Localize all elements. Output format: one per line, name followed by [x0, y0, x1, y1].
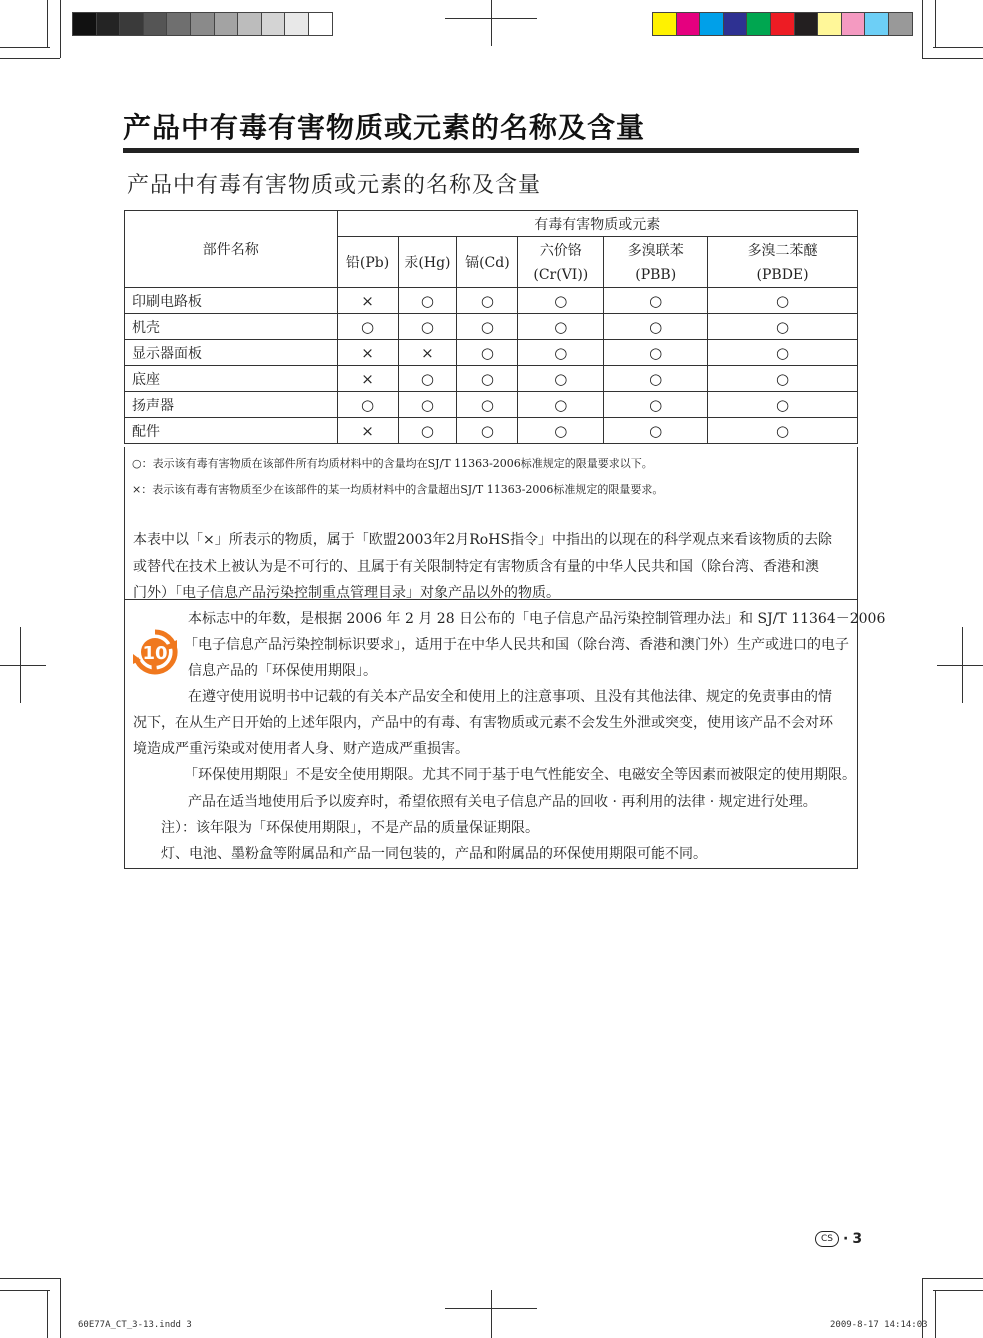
crop-mark	[0, 1278, 60, 1279]
substance-mark-cell: ○	[337, 392, 398, 418]
column-header: 汞(Hg)	[398, 237, 457, 288]
gray-swatch	[308, 12, 333, 36]
substance-mark-cell: ○	[457, 392, 518, 418]
crop-mark	[60, 1278, 61, 1338]
part-name-cell: 底座	[125, 366, 338, 392]
registration-mark	[20, 627, 21, 703]
info-line: 本标志中的年数，是根据 2006 年 2 月 28 日公布的「电子信息产品污染控制管理办法」和 SJ/T 11364－2006	[188, 611, 886, 627]
substance-mark-cell: ○	[518, 340, 604, 366]
substance-mark-cell: ○	[708, 340, 858, 366]
circle-note: ○：表示该有毒有害物质在该部件所有均质材料中的含量均在SJ/T 11363-2006标准规定的限量要求以下。	[132, 457, 653, 470]
column-header-formula: (PBB)	[604, 262, 708, 288]
substance-mark-cell: ×	[337, 288, 398, 314]
page-number-value: 3	[852, 1231, 863, 1247]
process-color-bar	[652, 12, 913, 36]
info-line: 注）：该年限为「环保使用期限」，不是产品的质量保证期限。	[161, 820, 539, 836]
info-line: 况下，在从生产日开始的上述年限内，产品中的有毒、有害物质或元素不会发生外泄或突变，使用该产品不会对环	[133, 715, 833, 731]
substance-mark-cell: ×	[398, 340, 457, 366]
registration-mark	[962, 627, 963, 703]
column-header-formula: (Cr(VI))	[518, 262, 604, 288]
substance-mark-cell: ○	[457, 314, 518, 340]
crop-mark	[935, 1290, 936, 1338]
gray-swatch	[190, 12, 214, 36]
color-swatch	[676, 12, 700, 36]
note-paragraph-line: 或替代在技术上被认为是不可行的、且属于有关限制特定有害物质含有量的中华人民共和国（除台湾、香港和澳	[133, 559, 819, 575]
page-title: 产品中有毒有害物质或元素的名称及含量	[123, 111, 646, 144]
substance-mark-cell: ×	[337, 366, 398, 392]
substance-mark-cell: ○	[398, 366, 457, 392]
substance-mark-cell: ○	[457, 366, 518, 392]
table-row	[125, 314, 858, 340]
epup-logo-number: 10	[142, 643, 168, 664]
substance-mark-cell: ○	[457, 418, 518, 444]
info-line: 境造成严重污染或对使用者人身、财产造成严重损害。	[133, 741, 469, 757]
table-row	[125, 392, 858, 418]
gray-swatch	[119, 12, 143, 36]
substance-mark-cell: ○	[708, 314, 858, 340]
table-row	[125, 288, 858, 314]
gray-swatch	[72, 12, 96, 36]
crop-mark	[933, 1290, 983, 1291]
crop-mark	[922, 0, 923, 58]
crop-mark	[922, 1278, 983, 1279]
language-badge: CS	[815, 1231, 839, 1247]
registration-mark	[491, 1290, 492, 1338]
column-header: 多溴联苯	[604, 237, 708, 263]
footer-file-name: 60E77A_CT_3-13.indd 3	[78, 1320, 192, 1330]
color-swatch	[699, 12, 723, 36]
info-line: 在遵守使用说明书中记载的有关本产品安全和使用上的注意事项、且没有其他法律、规定的免责事由的情	[188, 689, 832, 705]
substance-mark-cell: ○	[604, 314, 708, 340]
color-swatch	[723, 12, 747, 36]
gray-swatch	[214, 12, 238, 36]
page-number	[815, 1231, 862, 1247]
substance-mark-cell: ○	[337, 314, 398, 340]
crop-mark	[933, 47, 983, 48]
cross-note: ×：表示该有毒有害物质至少在该部件的某一均质材料中的含量超出SJ/T 11363-2006标准规定的限量要求。	[132, 483, 664, 496]
substance-mark-cell: ○	[518, 418, 604, 444]
substance-mark-cell: ○	[518, 392, 604, 418]
column-header: 多溴二苯醚	[708, 237, 858, 263]
crop-mark	[47, 0, 48, 47]
table-row	[125, 340, 858, 366]
crop-mark	[922, 58, 983, 59]
title-underline	[123, 148, 859, 153]
substance-mark-cell: ×	[337, 418, 398, 444]
substance-mark-cell: ○	[518, 366, 604, 392]
substance-mark-cell: ○	[457, 288, 518, 314]
info-line: 信息产品的「环保使用期限」。	[188, 663, 377, 679]
footer-timestamp: 2009-8-17 14:14:03	[830, 1320, 928, 1330]
substance-mark-cell: ○	[604, 288, 708, 314]
gray-swatch	[284, 12, 308, 36]
substance-mark-cell: ○	[398, 418, 457, 444]
color-swatch	[652, 12, 676, 36]
color-swatch	[794, 12, 818, 36]
color-swatch	[746, 12, 770, 36]
substance-mark-cell: ○	[457, 340, 518, 366]
crop-mark	[935, 0, 936, 47]
part-name-header: 部件名称	[125, 211, 338, 288]
gray-swatch	[143, 12, 167, 36]
color-swatch	[817, 12, 841, 36]
substance-mark-cell: ○	[708, 418, 858, 444]
substance-mark-cell: ○	[708, 288, 858, 314]
epup-logo-icon	[131, 628, 179, 676]
part-name-cell: 印刷电路板	[125, 288, 338, 314]
color-swatch	[888, 12, 913, 36]
column-header: 铅(Pb)	[337, 237, 398, 288]
part-name-cell: 机壳	[125, 314, 338, 340]
crop-mark	[0, 58, 60, 59]
grayscale-color-bar	[72, 12, 333, 36]
substance-mark-cell: ○	[518, 288, 604, 314]
table-row	[125, 366, 858, 392]
gray-swatch	[237, 12, 261, 36]
info-line: 「环保使用期限」不是安全使用期限。尤其不同于基于电气性能安全、电磁安全等因素而被限定的使用期限。	[184, 767, 856, 783]
substance-group-header: 有毒有害物质或元素	[337, 211, 857, 237]
note-paragraph-line: 本表中以「×」所表示的物质，属于「欧盟2003年2月RoHS指令」中指出的以现在的科学观点来看该物质的去除	[133, 532, 833, 548]
column-header-formula: (PBDE)	[708, 262, 858, 288]
gray-swatch	[96, 12, 120, 36]
substance-mark-cell: ○	[604, 366, 708, 392]
color-swatch	[864, 12, 888, 36]
substance-mark-cell: ○	[398, 314, 457, 340]
note-paragraph-line: 门外）「电子信息产品污染控制重点管理目录」对象产品以外的物质。	[133, 585, 560, 601]
substance-mark-cell: ○	[708, 366, 858, 392]
part-name-cell: 配件	[125, 418, 338, 444]
substance-mark-cell: ○	[604, 392, 708, 418]
part-name-cell: 扬声器	[125, 392, 338, 418]
table-row	[125, 418, 858, 444]
substance-mark-cell: ○	[708, 392, 858, 418]
substance-mark-cell: ×	[337, 340, 398, 366]
substance-mark-cell: ○	[398, 288, 457, 314]
page-number-separator: ·	[843, 1231, 849, 1247]
color-swatch	[770, 12, 794, 36]
info-line: 产品在适当地使用后予以废弃时，希望依照有关电子信息产品的回收 · 再利用的法律 · 规定进行处理。	[188, 794, 817, 810]
substance-mark-cell: ○	[604, 418, 708, 444]
substance-mark-cell: ○	[518, 314, 604, 340]
crop-mark	[0, 47, 50, 48]
crop-mark	[60, 0, 61, 58]
section-title: 产品中有毒有害物质或元素的名称及含量	[127, 173, 542, 198]
hazardous-substance-table	[124, 210, 858, 444]
registration-mark	[491, 0, 492, 46]
crop-mark	[0, 1290, 50, 1291]
substance-mark-cell: ○	[398, 392, 457, 418]
info-line: 灯、电池、墨粉盒等附属品和产品一同包装的，产品和附属品的环保使用期限可能不同。	[161, 846, 707, 862]
column-header: 六价铬	[518, 237, 604, 263]
crop-mark	[47, 1290, 48, 1338]
registration-mark	[0, 665, 46, 666]
gray-swatch	[166, 12, 190, 36]
registration-mark	[937, 665, 983, 666]
part-name-cell: 显示器面板	[125, 340, 338, 366]
color-swatch	[841, 12, 865, 36]
info-line: 「电子信息产品污染控制标识要求」，适用于在中华人民共和国（除台湾、香港和澳门外）生产或进口的电子	[184, 637, 849, 653]
gray-swatch	[261, 12, 285, 36]
column-header: 镉(Cd)	[457, 237, 518, 288]
substance-mark-cell: ○	[604, 340, 708, 366]
